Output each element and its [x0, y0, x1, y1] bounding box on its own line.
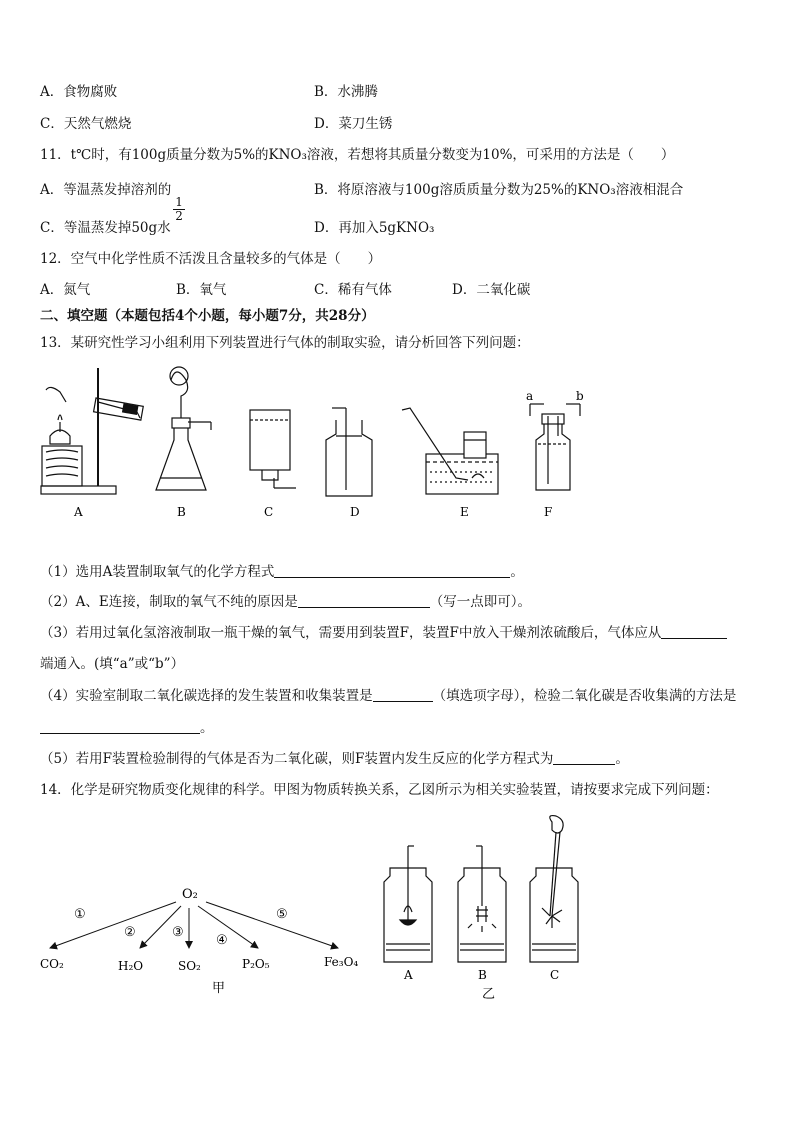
q13-part3-text: （3）若用过氧化氢溶液制取一瓶干燥的氧气，需要用到装置F，装置F中放入干燥剂浓硫酸后，气体应从	[40, 625, 662, 641]
q13-part4-text2: （填选项字母），检验二氧化碳是否收集满的方法是	[432, 688, 737, 704]
q13-apparatus-figure	[36, 360, 596, 525]
yi-label: 乙	[482, 987, 496, 1002]
yi-label-a: A	[404, 968, 413, 982]
num-5: ⑤	[276, 907, 288, 922]
q13-part5-text: （5）若用F装置检验制得的气体是否为二氧化碳，则F装置内发生反应的化学方程式为	[40, 751, 554, 767]
q10-option-c: C．天然气燃烧	[40, 116, 132, 132]
q14-stem: 14．化学是研究物质变化规律的科学。甲图为物质转换关系，乙図所示为相关实验装置，请按要求完成下列问题：	[40, 782, 719, 798]
apparatus-e	[402, 408, 498, 494]
label-b: B	[177, 505, 186, 519]
q12-option-a: A．氮气	[40, 282, 91, 298]
q12-option-c: C．稀有气体	[314, 282, 392, 298]
o2-label: O₂	[182, 887, 198, 902]
apparatus-f	[530, 404, 580, 490]
q12-stem: 12．空气中化学性质不活泼且含量较多的气体是（ ）	[40, 251, 382, 267]
q11-option-b: B．将原溶液与100g溶质质量分数为25%的KNO₃溶液相混合	[314, 182, 684, 198]
answer-blank[interactable]	[298, 593, 430, 608]
q10-option-a: A．食物腐败	[40, 84, 118, 100]
q13-part1-end: 。	[510, 564, 524, 580]
num-3: ③	[172, 925, 184, 940]
fraction-numerator: 1	[175, 195, 183, 209]
product-h2o: H₂O	[118, 959, 144, 973]
label-f: F	[544, 505, 553, 519]
answer-blank[interactable]	[373, 687, 433, 702]
section-heading: 二、填空题（本题包括4个小题，每小题7分，共28分）	[40, 308, 375, 324]
product-so2: SO₂	[178, 959, 201, 973]
q13-part5-end: 。	[615, 751, 629, 767]
label-e: E	[460, 505, 469, 519]
apparatus-c	[250, 410, 296, 488]
q11-stem: 11．t℃时，有100g质量分数为5%的KNO₃溶液，若想将其质量分数变为10%，可采用的方法是（ ）	[40, 147, 675, 163]
product-co2: CO₂	[40, 957, 64, 971]
q10-option-d: D．菜刀生锈	[314, 116, 393, 132]
q13-part3-cont: 端通入。(填“a”或“b”）	[40, 656, 185, 672]
arrow-1	[50, 902, 176, 948]
q13-part4	[40, 687, 736, 705]
label-d: D	[350, 505, 360, 519]
label-c: C	[264, 505, 274, 519]
q13-part1	[40, 563, 524, 581]
num-2: ②	[124, 925, 136, 940]
port-b-label: b	[576, 389, 584, 403]
apparatus-d	[326, 408, 372, 496]
q12-option-d: D．二氧化碳	[452, 282, 531, 298]
q13-part4-cont	[40, 719, 214, 737]
jar-a	[384, 846, 432, 962]
jia-label: 甲	[212, 981, 226, 996]
q11-option-a	[40, 181, 185, 223]
q13-part2-text: （2）A、E连接，制取的氧气不纯的原因是	[40, 594, 298, 610]
q12-option-b: B．氧气	[176, 282, 227, 298]
q11-option-d: D．再加入5gKNO₃	[314, 220, 435, 236]
port-a-label: a	[526, 389, 534, 403]
q14-yi-apparatus	[376, 812, 596, 1004]
q14-jia-diagram	[36, 876, 376, 1006]
q13-part2-end: （写一点即可）。	[429, 594, 531, 610]
apparatus-a	[41, 368, 143, 494]
product-p2o5: P₂O₅	[242, 957, 270, 971]
q13-part2	[40, 593, 531, 611]
answer-blank[interactable]	[553, 750, 615, 765]
q13-stem: 13．某研究性学习小组利用下列装置进行气体的制取实验，请分析回答下列问题：	[40, 335, 530, 351]
q13-part4-text: （4）实验室制取二氧化碳选择的发生装置和收集装置是	[40, 688, 373, 704]
label-a: A	[74, 505, 83, 519]
yi-label-b: B	[478, 968, 487, 982]
arrow-4	[198, 906, 258, 948]
q13-part5	[40, 750, 629, 768]
jar-c	[530, 816, 578, 962]
q13-part1-text: （1）选用A装置制取氧气的化学方程式	[40, 564, 275, 580]
fraction	[173, 196, 185, 223]
yi-label-c: C	[550, 968, 560, 982]
num-1: ①	[74, 907, 86, 922]
answer-blank[interactable]	[274, 563, 510, 578]
product-fe3o4: Fe₃O₄	[324, 955, 359, 969]
jar-b	[458, 846, 506, 962]
q13-part4-end: 。	[200, 720, 214, 736]
answer-blank[interactable]	[40, 719, 200, 734]
q11-option-c: C．等温蒸发掉50g水	[40, 220, 171, 236]
q10-option-b: B．水沸腾	[314, 84, 378, 100]
answer-blank[interactable]	[661, 624, 727, 639]
num-4: ④	[216, 933, 228, 948]
fraction-denominator: 2	[175, 209, 183, 223]
q11-option-a-text: A．等温蒸发掉溶剂的	[40, 182, 172, 198]
q13-part3	[40, 624, 727, 642]
apparatus-b	[156, 367, 211, 490]
